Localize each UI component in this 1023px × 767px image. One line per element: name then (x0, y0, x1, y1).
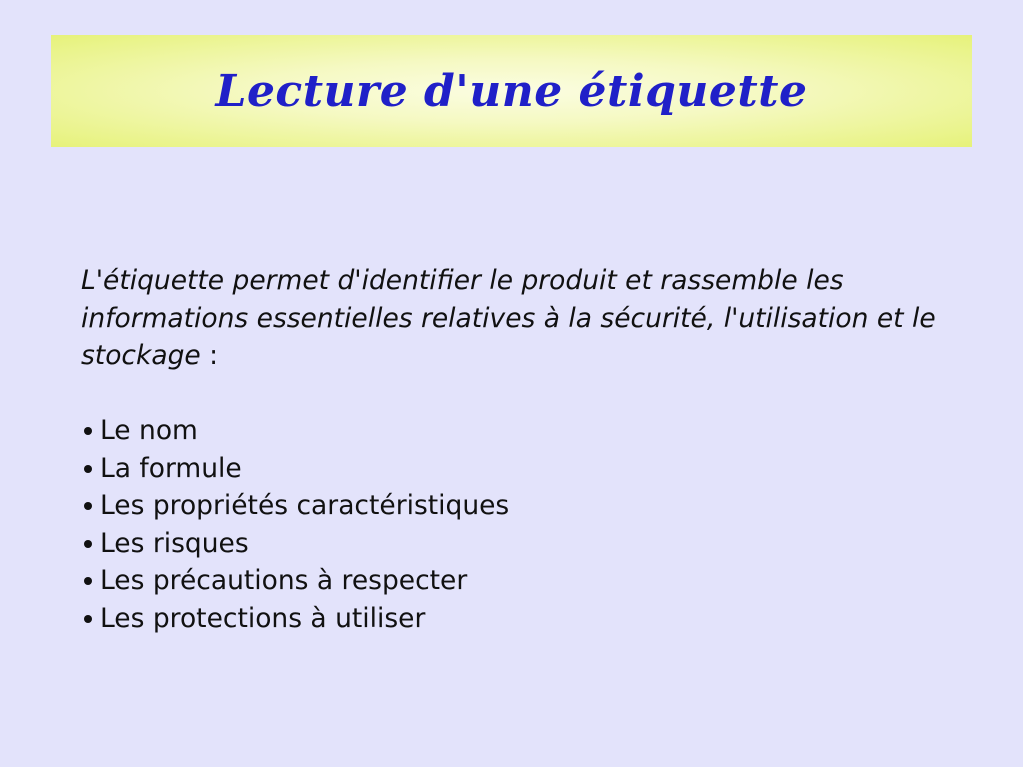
list-item-text: Les précautions à respecter (100, 565, 468, 596)
list-item (81, 487, 961, 525)
list-item-text: La formule (100, 452, 242, 484)
slide-content (81, 262, 961, 637)
list-item-text: Les propriétés caractéristiques (100, 490, 510, 521)
list-item (81, 600, 961, 638)
list-item-text: Les protections à utiliser (100, 602, 426, 634)
bullet-icon (84, 615, 92, 623)
list-item (81, 525, 961, 563)
bullet-icon (84, 577, 92, 585)
intro-suffix: : (200, 340, 219, 371)
intro-text: L'étiquette permet d'identifier le produit et rassemble les informations essentielles relatives à la sécurité, l'utilisation et le stockage (81, 265, 936, 371)
list-item-text: Le nom (100, 415, 198, 446)
slide-title: Lecture d'une étiquette (215, 65, 808, 117)
bullet-icon (84, 465, 92, 473)
spacer (81, 375, 961, 413)
list-item (81, 562, 961, 600)
bullet-icon (84, 427, 92, 435)
bullet-icon (84, 540, 92, 548)
list-item-text: Les risques (100, 527, 249, 559)
list-item (81, 450, 961, 488)
title-banner (51, 35, 972, 147)
list-item (81, 412, 961, 450)
intro-paragraph (81, 262, 961, 375)
bullet-list (81, 412, 961, 637)
bullet-icon (84, 502, 92, 510)
